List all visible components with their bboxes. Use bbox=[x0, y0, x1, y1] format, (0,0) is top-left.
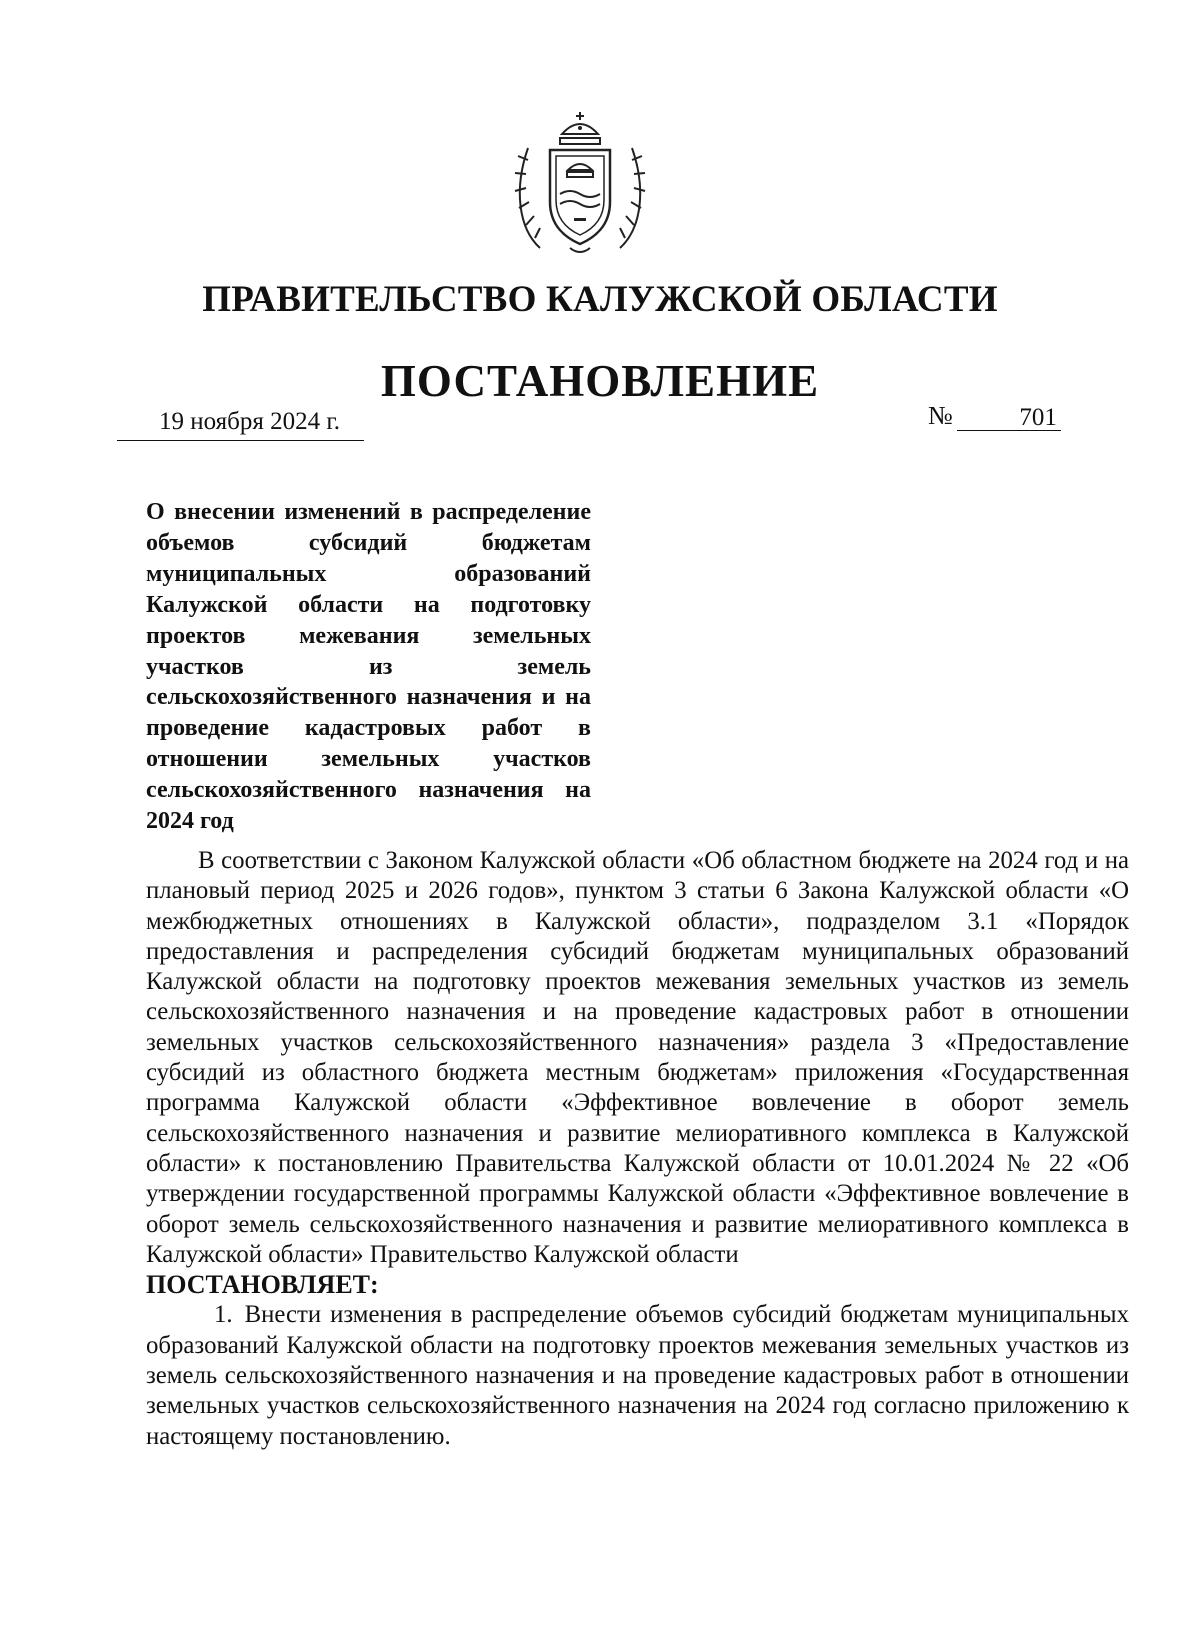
decree-word: ПОСТАНОВЛЯЕТ: bbox=[146, 1270, 379, 1300]
item-number: 1. bbox=[214, 1301, 233, 1329]
government-name-heading: ПРАВИТЕЛЬСТВО КАЛУЖСКОЙ ОБЛАСТИ bbox=[202, 279, 998, 320]
document-date: 19 ноября 2024 г. bbox=[117, 408, 364, 441]
number-sign: № bbox=[928, 401, 953, 430]
document-type-heading: ПОСТАНОВЛЕНИЕ bbox=[380, 356, 820, 406]
preamble-paragraph: В соответствии с Законом Калужской области «Об областном бюджете на 2024 год и на плановый период 2025 и 2026 годов», пунктом 3 статьи 6 Закона Калужской области «О межбюджетных отношениях в Калужской области», подразделом 3.1 «Порядок предоставления и распределения субсидий бюджетам муниципальных образований Калужской области на подготовку проектов межевания земельных участков из земель сельскохозяйственного назначения и на проведение кадастровых работ в отношении земельных участков сельскохозяйственного назначения» раздела 3 «Предоставление субсидий из областного бюджета местным бюджетам» приложения «Государственная программа Калужской области «Эффективное вовлечение в оборот земель сельскохозяйственного назначения и развитие мелиоративного комплекса в Калужской области» к постановлению Правительства Калужской области от 10.01.2024 № 22 «Об утверждении государственной программы Калужской области «Эффективное вовлечение в оборот земель сельскохозяйственного назначения и развитие мелиоративного комплекса в Калужской области» Правительство Калужской области bbox=[146, 847, 1129, 1268]
document-subject-title: О внесении изменений в распределение объемов субсидий бюджетам муниципальных образований Калужской области на подготовку проектов межевания земельных участков из земель сельскохозяйственного назначения и на проведение кадастровых работ в отношении земельных участков сельскохозяйственного назначения на 2024 год bbox=[146, 499, 591, 835]
item-text: Внести изменения в распределение объемов субсидий бюджетам муниципальных образований Калужской области на подготовку проектов межевания земельных участков из земель сельскохозяйственного назначения и на проведение кадастровых работ в отношении земельных участков сельскохозяйственного назначения на 2024 год согласно приложению к настоящему постановлению. bbox=[146, 1301, 1129, 1450]
document-number-field bbox=[928, 401, 1061, 431]
document-number: 701 bbox=[957, 406, 1061, 431]
coat-of-arms-emblem bbox=[510, 108, 650, 258]
resolution-item-1 bbox=[146, 1300, 1129, 1451]
document-body bbox=[146, 846, 1129, 1452]
coat-of-arms-icon bbox=[510, 108, 650, 258]
